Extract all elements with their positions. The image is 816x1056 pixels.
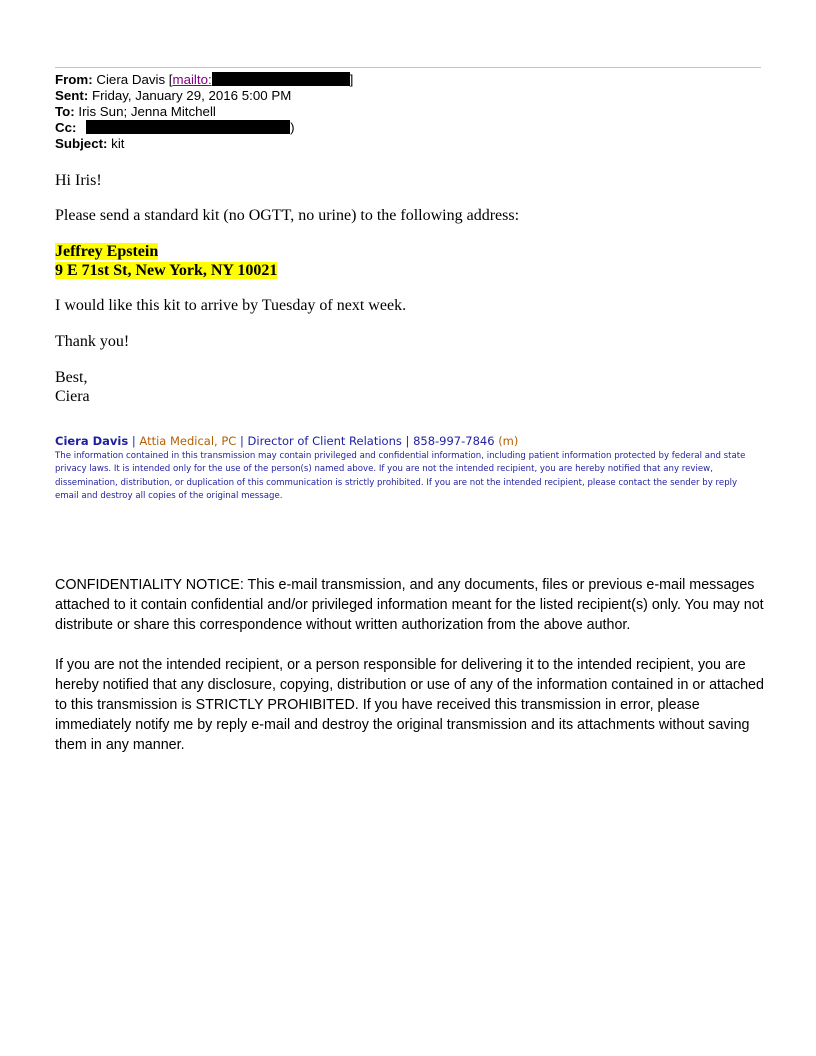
subject-label: Subject: <box>55 136 108 151</box>
email-header <box>55 72 353 152</box>
redacted-cc <box>86 120 290 134</box>
address-name: Jeffrey Epstein <box>55 243 159 260</box>
cc-paren: ) <box>290 120 295 135</box>
subject-value: kit <box>111 136 125 151</box>
email-signature <box>55 434 761 504</box>
sender-name: Ciera <box>55 388 90 405</box>
subject-row <box>55 136 353 152</box>
timing-text: I would like this kit to arrive by Tuesday of next week. <box>55 297 407 314</box>
sent-value: Friday, January 29, 2016 5:00 PM <box>91 88 292 103</box>
closing-block <box>55 368 90 406</box>
signature-sep-2: | <box>239 434 244 448</box>
redacted-email <box>212 72 350 86</box>
to-label: To: <box>55 104 75 119</box>
confidentiality-paragraph-2: If you are not the intended recipient, or a person responsible for delivering it to the intended recipient, you are hereby notified that any disclosure, copying, distribution or use of any of the information contained in or attached to this transmission is STRICTLY PROHIBITED. If you have received this transmission in error, please immediately notify me by reply e-mail and destroy the original transmission and its attachments without saving them in any manner. <box>55 657 764 753</box>
address-line: 9 E 71st St, New York, NY 10021 <box>55 262 278 279</box>
signature-phone: 858-997-7846 <box>413 434 495 448</box>
signature-company: Attia Medical, PC <box>139 434 237 448</box>
from-label: From: <box>55 72 93 87</box>
from-bracket-open: [ <box>168 72 173 87</box>
closing-text: Best, <box>55 369 88 386</box>
confidentiality-paragraph-1: CONFIDENTIALITY NOTICE: This e-mail transmission, and any documents, files or previous e-mail messages attached to it contain confidential and/or privileged information meant for the listed recipient(s) only. You may not distribute or share this correspondence without written authorization from the above author. <box>55 577 764 633</box>
from-bracket-close: ] <box>349 72 354 87</box>
to-row <box>55 104 353 120</box>
address-block <box>55 242 277 280</box>
sent-label: Sent: <box>55 88 89 103</box>
header-divider <box>55 67 761 68</box>
thanks-text: Thank you! <box>55 333 130 350</box>
signature-phone-type: (m) <box>498 434 519 448</box>
signature-line <box>55 434 761 449</box>
signature-sep-3: | <box>405 434 410 448</box>
signature-sep-1: | <box>131 434 136 448</box>
mailto-link[interactable]: mailto: <box>172 72 212 87</box>
cc-label: Cc: <box>55 120 77 135</box>
sent-row <box>55 88 353 104</box>
from-row <box>55 72 353 88</box>
cc-row <box>55 120 353 136</box>
request-text: Please send a standard kit (no OGTT, no urine) to the following address: <box>55 207 520 224</box>
signature-disclaimer: The information contained in this transmission may contain privileged and confidential information, including patient information protected by federal and state privacy laws. It is intended only for the use of the person(s) named above. If you are not the intended recipient, you are hereby notified that any review, dissemination, distribution, or duplication of this communication is strictly prohibited. If you are not the intended recipient, please contact the sender by reply email and destroy all copies of the original message. <box>55 451 746 502</box>
greeting: Hi Iris! <box>55 172 102 189</box>
from-name: Ciera Davis <box>96 72 166 87</box>
to-value: Iris Sun; Jenna Mitchell <box>78 104 216 119</box>
signature-title: Director of Client Relations <box>247 434 402 448</box>
signature-name: Ciera Davis <box>55 434 129 448</box>
